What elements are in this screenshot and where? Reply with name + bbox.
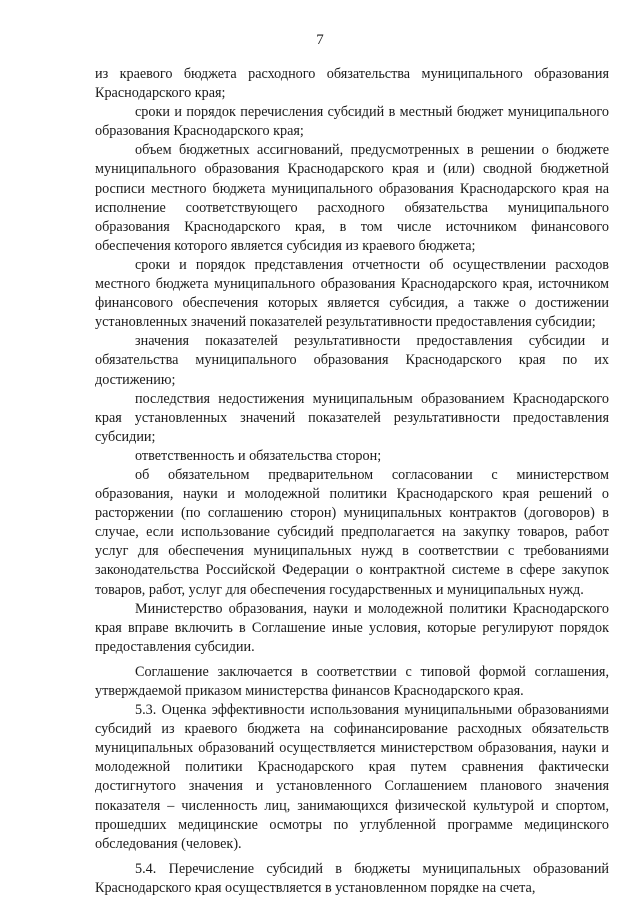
paragraph-responsibility: ответственность и обязательства сторон; — [135, 447, 382, 464]
paragraph-performance-indicators: значения показателей результативности предоставления субсидии и обязательства муниципального образования Краснодарского края по их достижению; — [95, 333, 609, 388]
paragraph-budget-obligation: из краевого бюджета расходного обязательства муниципального образования Краснодарского края; — [95, 66, 609, 102]
paragraph-budget-allocations: объем бюджетных ассигнований, предусмотренных в решении о бюджете муниципального образования Краснодарского края и (или) сводной бюджетной росписи местного бюджета муниципального образования Краснодарского края на исполнение соответствующего расходного обязательства муниципального образования Краснодарского края, в том числе источником финансового обеспечения которого является субсидия из краевого бюджета; — [95, 142, 609, 254]
paragraph-ministry-conditions: Министерство образования, науки и молодежной политики Краснодарского края вправе включить в Соглашение иные условия, которые регулируют порядок предоставления субсидии. — [95, 600, 609, 655]
paragraph-section-5-3: 5.3. Оценка эффективности использования муниципальными образованиями субсидий из краевого бюджета на софинансирование расходных обязательств муниципальных образований осуществляется министерством образования, науки и молодежной политики Краснодарского края путем сравнения фактически достигнутого значения и установленного Соглашением планового значения показателя – численность лиц, занимающихся физической культурой и спортом, прошедших медицинские осмотры по углубленной программе медицинского обследования (человек). — [95, 702, 609, 852]
paragraph-agreement-form: Соглашение заключается в соответствии с типовой формой соглашения, утверждаемой приказом министерства финансов Краснодарского края. — [95, 663, 609, 699]
page-number: 7 — [316, 32, 324, 48]
paragraph-section-5-4: 5.4. Перечисление субсидий в бюджеты муниципальных образований Краснодарского края осуществляется в установленном порядке на счета, — [95, 860, 609, 896]
document-body — [95, 65, 609, 898]
paragraph-prior-approval: об обязательном предварительном согласовании с министерством образования, науки и молодежной политики Краснодарского края решений о расторжении (по соглашению сторон) муниципальных контрактов (договоров) в случае, если использование субсидий предполагается на закупку товаров, работ услуг для обеспечения муниципальных нужд в соответствии с требованиями законодательства Российской Федерации о контрактной системе в сфере закупок товаров, работ, услуг для обеспечения государственных и муниципальных нужд. — [95, 466, 609, 598]
paragraph-non-achievement-consequences: последствия недостижения муниципальным образованием Краснодарского края установленных значений показателей результативности предоставления субсидии; — [95, 390, 609, 445]
paragraph-reporting-terms: сроки и порядок представления отчетности об осуществлении расходов местного бюджета муниципального образования Краснодарского края, источником финансового обеспечения которых является субсидия, а также о достижении установленных значений показателей результативности предоставления субсидии; — [95, 256, 609, 331]
paragraph-transfer-terms: сроки и порядок перечисления субсидий в местный бюджет муниципального образования Краснодарского края; — [95, 104, 609, 140]
